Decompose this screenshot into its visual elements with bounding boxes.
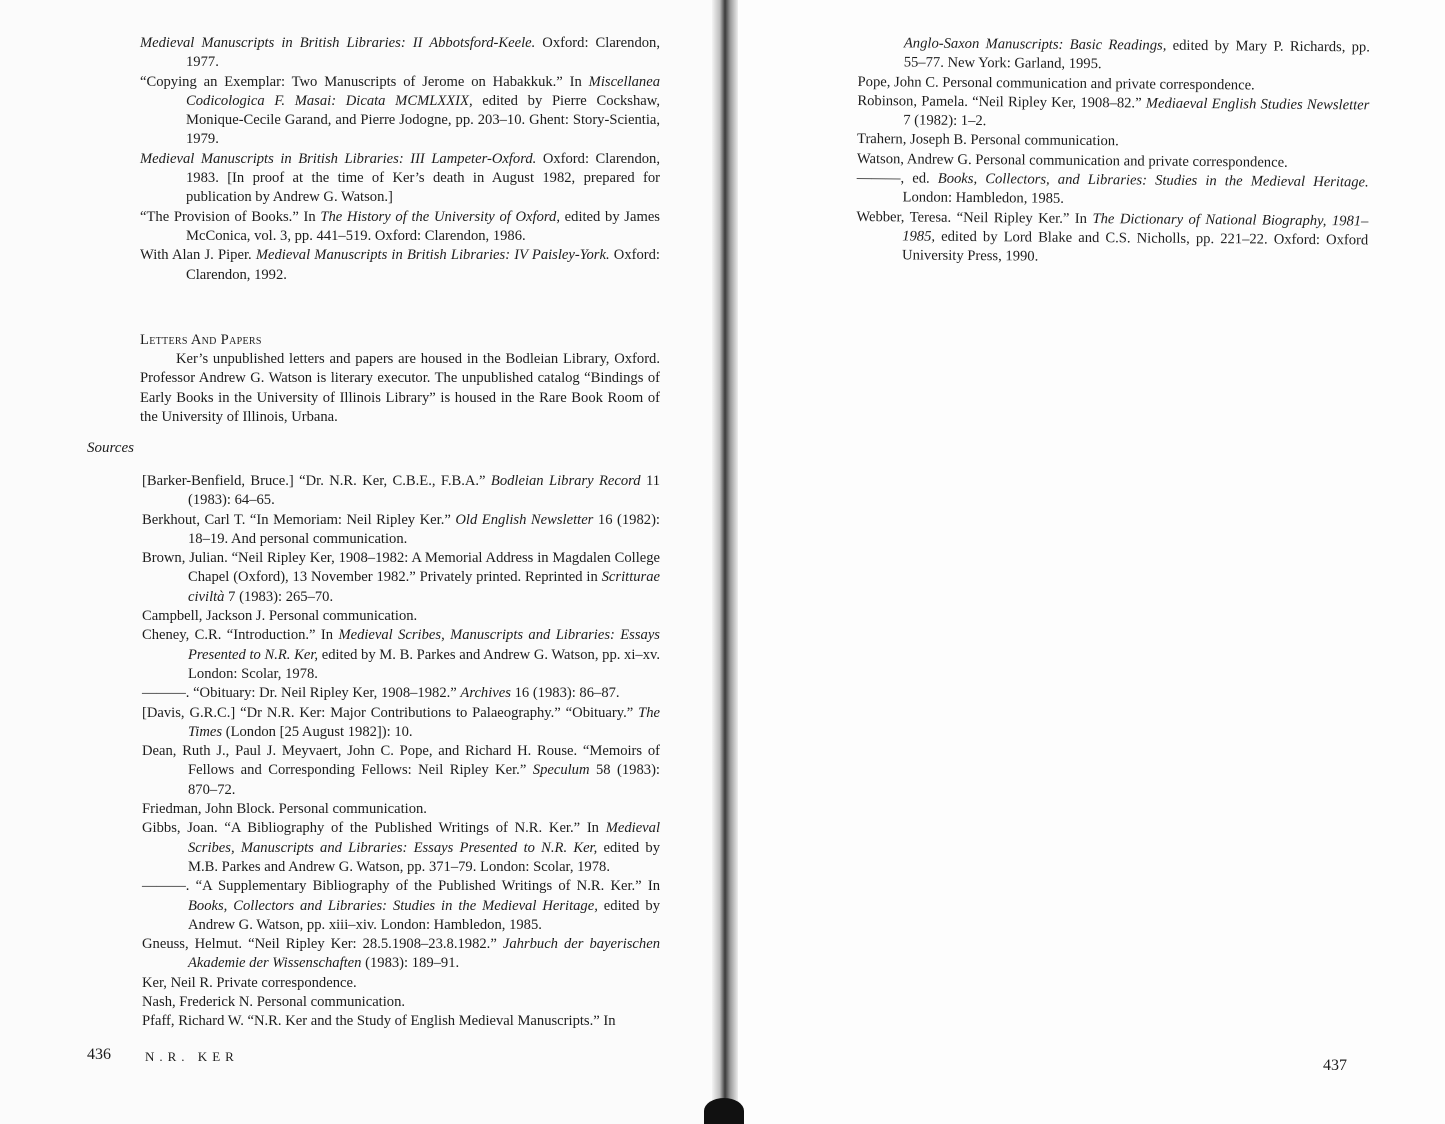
entry-text: (London [25 August 1982]): 10. [222,723,413,740]
italic-title: Speculum [532,762,590,779]
letters-heading: Letters And Papers [140,331,262,348]
italic-title: The Dictionary of National Biography, 1981–1985, [902,210,1369,245]
entry-text: Pope, John C. Personal communication and private correspondence. [857,73,1255,94]
entry-text: edited by Lord Blake and C.S. Nicholls, pp. 221–22. Oxford: Oxford University Press, 1990. [901,228,1369,265]
entry-text: Campbell, Jackson J. Personal communication. [142,608,418,625]
italic-title: Medieval Scribes, Manuscripts and Libraries: Essays Presented to N.R. Ker, [188,627,660,663]
bibliography-entry [142,819,660,877]
entry-text: ———. “Obituary: Dr. Neil Ripley Ker, 1908–1982.” [142,685,461,702]
italic-title: Books, Collectors, and Libraries: Studies in the Medieval Heritage. [937,170,1369,191]
italic-title: Bodleian Library Record [490,473,641,489]
entry-text: Nash, Frederick N. Personal communication. [142,994,406,1011]
italic-title: Archives [460,685,511,702]
bibliography-entry [140,73,660,150]
entry-text: 16 (1982): 18–19. And personal communication. [188,511,660,547]
entry-text: Gibbs, Joan. “A Bibliography of the Published Writings of N.R. Ker.” In [142,820,606,837]
bibliography-entry [856,208,1368,270]
bibliography-entry [142,607,660,626]
bibliography-entry [142,800,660,819]
gutter-shadow [704,1098,744,1124]
italic-title: Medieval Manuscripts in British Libraries: II Abbotsford-Keele. [140,35,536,51]
italic-title: Anglo-Saxon Manuscripts: Basic Readings, [903,35,1167,54]
entry-text: 7 (1982): 1–2. [903,112,987,130]
bibliography-entry [857,92,1369,135]
bibliography-entry [142,511,660,550]
entry-text: edited by Andrew G. Watson, pp. xiii–xiv. London: Hambledon, 1985. [188,897,660,933]
bibliography-entry [142,742,660,800]
italic-title: Books, Collectors and Libraries: Studies in the Medieval Heritage, [188,897,598,914]
entry-text: edited by M. B. Parkes and Andrew G. Watson, pp. xi–xv. London: Scolar, 1978. [188,646,660,682]
page-number-left: 436 [87,1046,111,1063]
entry-text: Robinson, Pamela. “Neil Ripley Ker, 1908–82.” [857,92,1146,112]
entry-text: With Alan J. Piper. [140,247,256,264]
italic-title: Scritturae civiltà [188,569,660,605]
entry-text: (1983): 189–91. [361,955,460,972]
letters-paragraph: Ker’s unpublished letters and papers are housed in the Bodleian Library, Oxford. Professor Andrew G. Watson is literary executor. The unpublished catalog “Bindings of Early Books in the University of Illinois Library” is housed in the Rare Book Room of the University of Illinois, Urbana. [140,351,660,426]
italic-title: Medieval Manuscripts in British Libraries: IV Paisley-York. [255,247,610,264]
entry-text: “The Provision of Books.” In [140,208,321,225]
entry-text: 11 (1983): 64–65. [188,473,660,509]
bibliography-entry [142,472,660,511]
italic-title: Miscellanea Codicologica F. Masai: Dicata MCMLXXIX, [186,73,660,109]
entry-text: Friedman, John Block. Personal communication. [142,801,427,818]
book-gutter [712,0,738,1124]
entry-text: “Copying an Exemplar: Two Manuscripts of Jerome on Habakkuk.” In [140,73,589,90]
bibliography-entry [140,208,660,247]
bibliography-entry [856,169,1368,212]
entry-text: Berkhout, Carl T. “In Memoriam: Neil Ripley Ker.” [142,511,456,528]
italic-title: The History of the University of Oxford, [320,208,560,225]
bibliography-entry [140,150,660,208]
entry-text: Gneuss, Helmut. “Neil Ripley Ker: 28.5.1908–23.8.1982.” [142,936,503,953]
italic-title: Old English Newsletter [455,511,594,528]
italic-title: Medieval Scribes, Manuscripts and Libraries: Essays Presented to N.R. Ker, [188,820,660,856]
continued-entry [858,34,1370,77]
sources-list [142,472,660,1032]
bibliography-entry [142,704,660,743]
italic-title: The Times [188,704,660,740]
entry-text: Oxford: Clarendon, 1983. [In proof at the time of Ker’s death in August 1982, prepared for publication by Andrew G. Watson.] [186,150,660,206]
bibliography-entry [142,1012,660,1031]
italic-title: Jahrbuch der bayerischen Akademie der Wissenschaften [188,936,660,972]
bibliography-entry [142,684,660,703]
entry-text: 16 (1983): 86–87. [510,685,620,702]
entry-text: Oxford: Clarendon, 1992. [186,247,660,283]
entry-text: edited by M.B. Parkes and Andrew G. Watson, pp. 371–79. London: Scolar, 1978. [188,839,660,875]
bibliography-entry [142,935,660,974]
running-head: N.R. KER [145,1049,239,1064]
bibliography-entry [142,626,660,684]
italic-title: Medieval Manuscripts in British Libraries: III Lampeter-Oxford. [140,150,537,167]
entry-text: Dean, Ruth J., Paul J. Meyvaert, John C. Pope, and Richard H. Rouse. “Memoirs of Fellows and Corresponding Fellows: Neil Ripley Ker.” [142,743,660,779]
entry-text: 7 (1983): 265–70. [224,588,334,605]
entry-text: Pfaff, Richard W. “N.R. Ker and the Study of English Medieval Manuscripts.” In [142,1013,616,1030]
bibliography-entry [142,549,660,607]
bibliography-entry [140,34,660,73]
entry-text: Webber, Teresa. “Neil Ripley Ker.” In [856,208,1093,227]
bibliography-entry [142,993,660,1012]
entry-text: ———, ed. [856,170,938,187]
entry-text: Oxford: Clarendon, 1977. [186,35,660,71]
entry-text: edited by Mary P. Richards, pp. 55–77. New York: Garland, 1995. [903,37,1370,73]
entry-text: ———. “A Supplementary Bibliography of the Published Writings of N.R. Ker.” In [142,878,660,895]
bibliography-entry [142,877,660,935]
entry-text: Ker, Neil R. Private correspondence. [142,974,357,991]
italic-title: Mediaeval English Studies Newsletter [1145,95,1370,114]
entry-text: Trahern, Joseph B. Personal communication. [857,131,1119,150]
bibliography-entry [142,974,660,993]
entry-text: edited by James McConica, vol. 3, pp. 441–519. Oxford: Clarendon, 1986. [186,208,660,244]
entry-text: 58 (1983): 870–72. [188,762,660,798]
left-bibliography-column [140,34,660,427]
entry-text: [Davis, G.R.C.] “Dr N.R. Ker: Major Contributions to Palaeography.” “Obituary.” [142,704,639,721]
entry-text: [Barker-Benfield, Bruce.] “Dr. N.R. Ker, C.B.E., F.B.A.” [142,473,491,489]
entry-text: Cheney, C.R. “Introduction.” In [142,627,339,644]
bibliography-entry [140,246,660,285]
works-list [140,34,660,285]
page-number-right: 437 [1323,1057,1347,1074]
entry-text: Brown, Julian. “Neil Ripley Ker, 1908–1982: A Memorial Address in Magdalen College Chapel (Oxford), 13 November 1982.” Privately printed. Reprinted in [142,550,660,586]
entry-text: edited by Pierre Cockshaw, Monique-Cecile Garand, and Pierre Jodogne, pp. 203–10. Ghent: Story-Scientia, 1979. [186,92,660,148]
entry-text: London: Hambledon, 1985. [902,189,1064,208]
entry-text: Watson, Andrew G. Personal communication and private correspondence. [856,150,1288,171]
right-sources-list [856,73,1370,270]
right-bibliography-column [856,34,1370,270]
sources-heading: Sources [87,440,134,456]
